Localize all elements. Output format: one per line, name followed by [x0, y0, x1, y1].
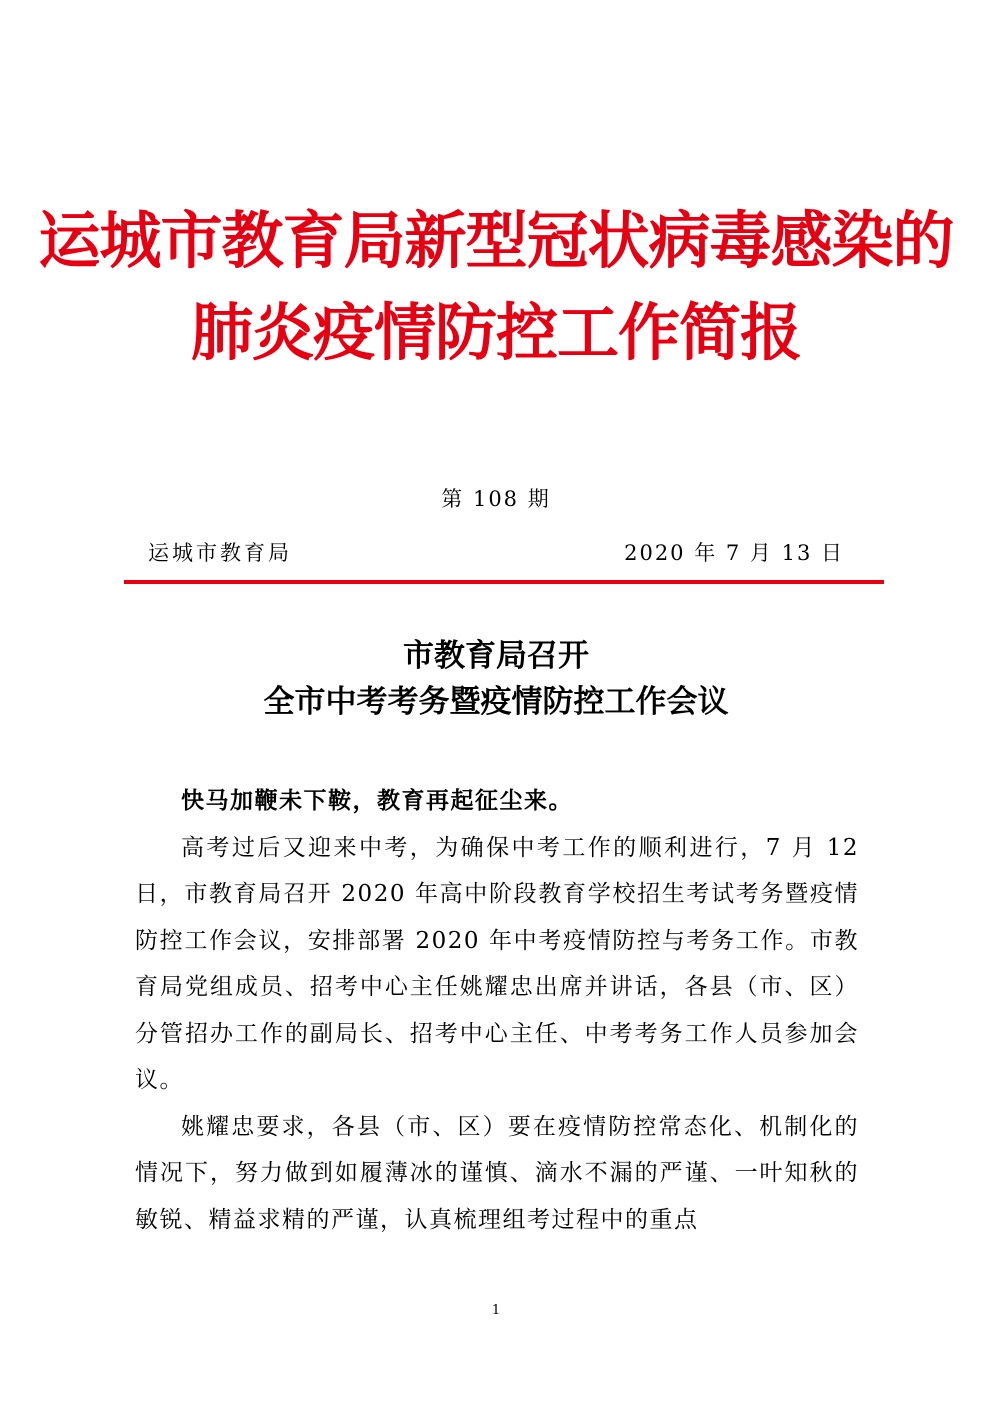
- article-title-line-2: 全市中考考务暨疫情防控工作会议: [263, 684, 729, 720]
- masthead-title-line-1: 运城市教育局新型冠状病毒感染的: [38, 204, 954, 277]
- article-title-line-1: 市教育局召开: [403, 638, 589, 674]
- masthead-title-line-2: 肺炎疫情防控工作简报: [190, 296, 801, 369]
- issue-number: 第 108 期: [441, 487, 551, 511]
- red-divider-rule: [124, 580, 884, 584]
- article-body: [135, 778, 859, 1243]
- lead-paragraph: 快马加鞭未下鞍，教育再起征尘来。: [181, 788, 573, 814]
- issuer-name: 运城市教育局: [148, 541, 292, 565]
- body-paragraph: 高考过后又迎来中考，为确保中考工作的顺利进行，7 月 12 日，市教育局召开 2020 年高中阶段教育学校招生考试考务暨疫情防控工作会议，安排部署 2020 年中考疫情防控与考务工作。市教育局党组成员、招考中心主任姚耀忠出席并讲话，各县（市、区）分管招办工作的副局长、招考中心主任、中考考务工作人员参加会议。: [135, 834, 859, 1093]
- body-paragraph: 姚耀忠要求，各县（市、区）要在疫情防控常态化、机制化的情况下，努力做到如履薄冰的谨慎、滴水不漏的严谨、一叶知秋的敏锐、精益求精的严谨，认真梳理组考过程中的重点: [135, 1113, 859, 1233]
- issue-date: 2020 年 7 月 13 日: [624, 541, 844, 565]
- page-number: 1: [491, 1303, 501, 1318]
